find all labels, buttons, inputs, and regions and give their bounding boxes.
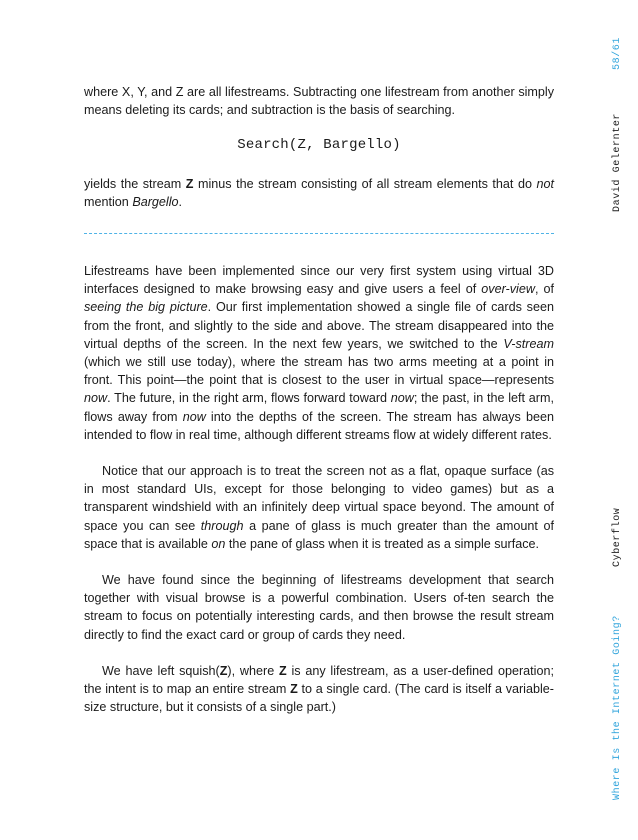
text-run: ), where bbox=[227, 663, 279, 678]
emphasis-now: now bbox=[84, 391, 108, 406]
page-number: 58/61 bbox=[612, 36, 623, 70]
book-title: Cyberflow bbox=[612, 507, 623, 567]
emphasis-big-picture: seeing the big picture bbox=[84, 300, 208, 315]
text-run: . Our first implementation showed a single file of cards seen from the front, and slightly to the side and above. The stream disappeared into the virtual depths of the screen. In the next few years, we switched to the bbox=[84, 300, 554, 351]
emphasis-z: Z bbox=[185, 176, 194, 191]
text-run: We have left squish( bbox=[102, 663, 220, 678]
text-run: Notice that our approach is to treat the screen not as a flat, opaque surface (as in most standard UIs, except for those belonging to video games) but as a transparent windshield with an infinitely deep virtual space beyond. The amount of space you can see bbox=[84, 464, 554, 533]
text-run: , of bbox=[534, 282, 554, 297]
text-run: Lifestreams have been implemented since our very first system using virtual 3D interfaces designed to make browsing easy and give users a feel of bbox=[84, 264, 554, 297]
paragraph-gap bbox=[84, 444, 554, 462]
emphasis-not: not bbox=[536, 176, 554, 191]
author-name: David Gelernter bbox=[612, 112, 623, 212]
emphasis-v-stream: V-stream bbox=[503, 336, 554, 351]
paragraph-gap bbox=[84, 644, 554, 662]
emphasis-z: Z bbox=[278, 663, 287, 678]
paragraph-6 bbox=[84, 662, 554, 717]
paragraph-5: We have found since the beginning of lifestreams development that search together with visual browse is a powerful combination. Users of-ten search the stream to focus on potentially interesting cards, and then browse the result stream directly to find the exact card or group of cards they need. bbox=[84, 573, 554, 642]
emphasis-on: on bbox=[211, 536, 226, 551]
body-text bbox=[84, 83, 554, 716]
emphasis-overview: over-view bbox=[481, 282, 535, 297]
emphasis-now: now bbox=[390, 391, 414, 406]
paragraph-gap bbox=[84, 553, 554, 571]
text-run: yields the stream bbox=[84, 176, 186, 191]
emphasis-z: Z bbox=[219, 663, 228, 678]
section-title: Where Is the Internet Going? bbox=[612, 615, 623, 800]
text-run: the pane of glass when it is treated as a simple surface. bbox=[225, 536, 540, 551]
paragraph-3 bbox=[84, 262, 554, 444]
emphasis-bargello: Bargello bbox=[132, 194, 179, 209]
text-run: into the depths of the screen. The stream has always been intended to flow in real time, although different streams flow at widely different rates. bbox=[84, 409, 554, 442]
paragraph-4 bbox=[84, 462, 554, 553]
text-run: to a single card. (The card is itself a variable-size structure, but it consists of a single part.) bbox=[84, 682, 554, 715]
text-run: minus the stream consisting of all stream elements that do bbox=[193, 176, 537, 191]
text-run: . The future, in the right arm, flows forward toward bbox=[107, 391, 391, 406]
paragraph-2 bbox=[84, 175, 554, 211]
emphasis-z: Z bbox=[290, 682, 298, 697]
search-formula: Search(Z, Bargello) bbox=[237, 137, 401, 154]
emphasis-now: now bbox=[182, 409, 206, 424]
text-run: (which we still use today), where the stream has two arms meeting at a point in front. This point—the point that is closest to the user in virtual space—represents bbox=[84, 355, 554, 388]
text-run: . bbox=[178, 194, 183, 209]
emphasis-through: through bbox=[200, 518, 244, 533]
text-run: a pane of glass is much greater than the amount of space that is available bbox=[84, 518, 554, 551]
section-divider bbox=[84, 233, 554, 234]
text-run: ; the past, in the left arm, flows away from bbox=[84, 391, 554, 424]
paragraph-1: where X, Y, and Z are all lifestreams. Subtracting one lifestream from another simply means deleting its cards; and subtraction is the basis of searching. bbox=[84, 85, 554, 118]
text-run: mention bbox=[84, 194, 133, 209]
text-run: is any lifestream, as a user-defined operation; the intent is to map an entire stream bbox=[84, 663, 554, 697]
